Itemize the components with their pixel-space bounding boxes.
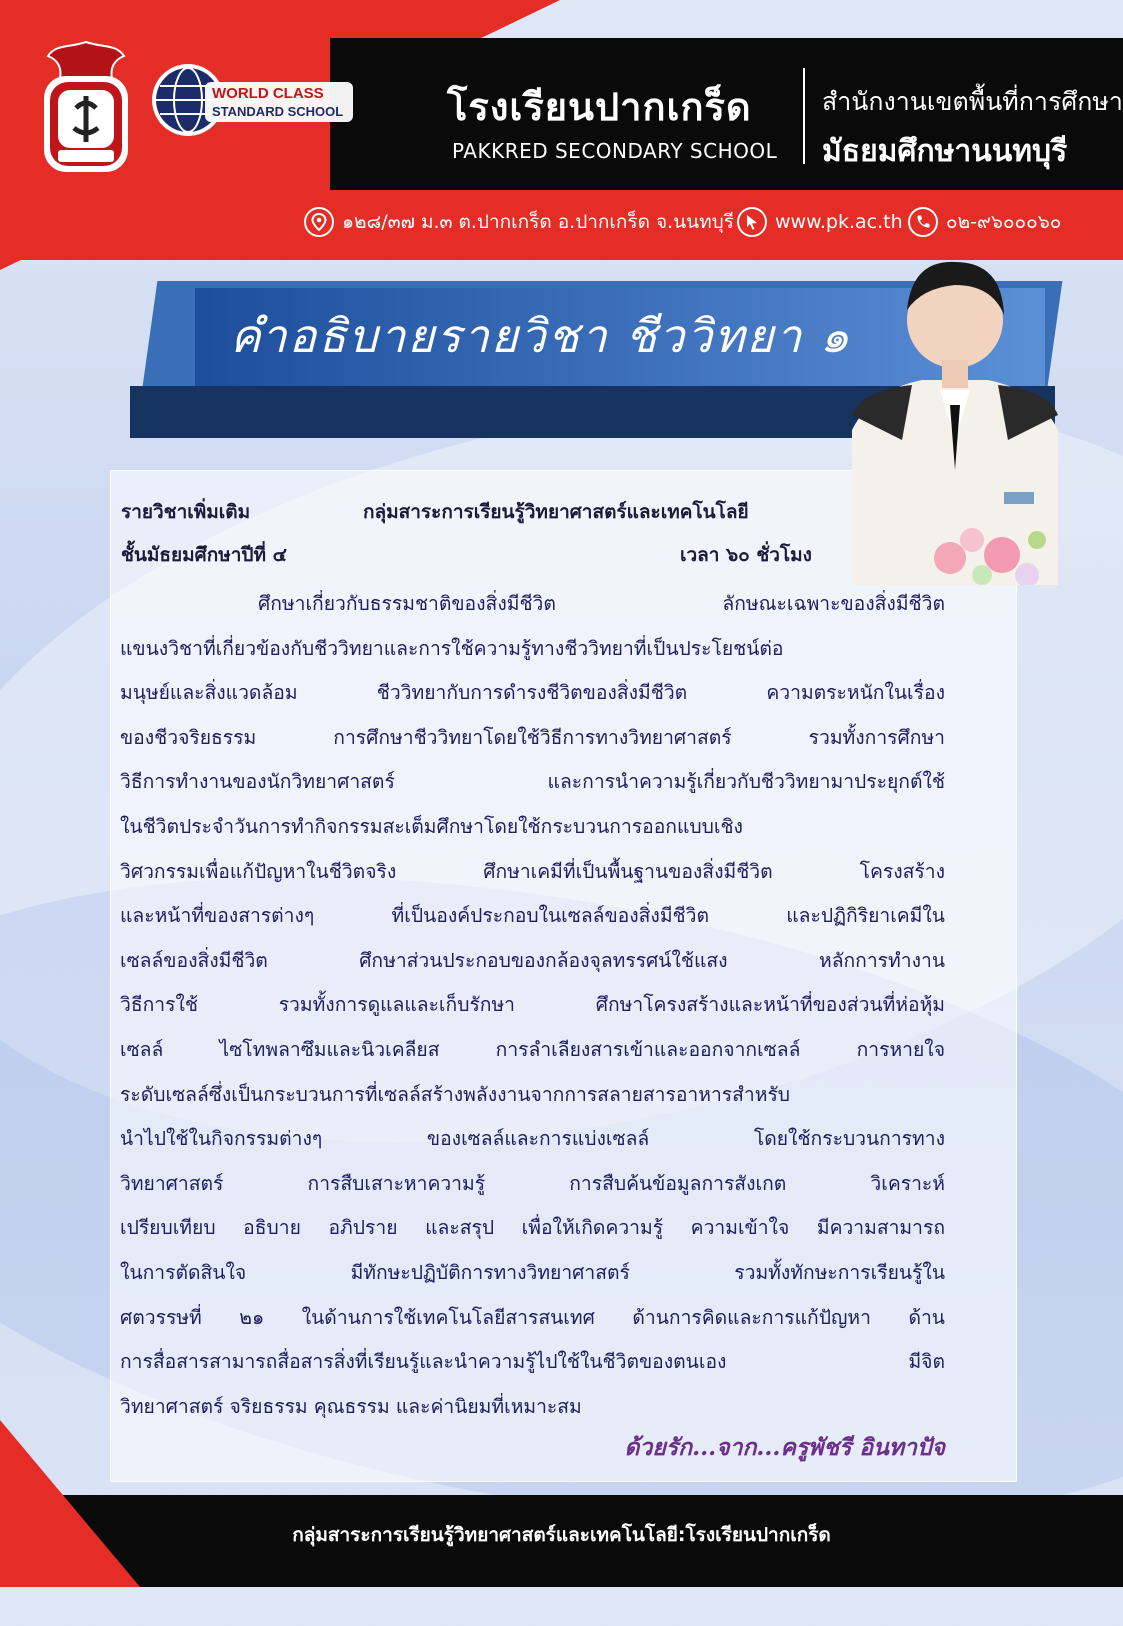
description-line: วิทยาศาสตร์ การสืบเสาะหาความรู้ การสืบค้นข้อมูลการสังเกต วิเคราะห์ [120,1171,945,1195]
website-link[interactable]: www.pk.ac.th [775,211,903,233]
cursor-icon [737,207,767,237]
description-line: วิธีการทำงานของนักวิทยาศาสตร์ และการนำความรู้เกี่ยวกับชีววิทยามาประยุกต์ใช้ [120,770,945,794]
description-line: วิทยาศาสตร์ จริยธรรม คุณธรรม และค่านิยมที่เหมาะสม [120,1394,582,1418]
description-line: ศตวรรษที่ ๒๑ ในด้านการใช้เทคโนโลยีสารสนเทศ ด้านการคิดและการแก้ปัญหา ด้าน [120,1305,945,1329]
school-seal-logo [38,38,134,176]
phone-text: ๐๒-๙๖๐๐๐๖๐ [946,211,1062,233]
course-type: รายวิชาเพิ่มเติม [121,501,251,523]
description-line: ในการตัดสินใจ มีทักษะปฏิบัติการทางวิทยาศาสตร์ รวมทั้งทักษะการเรียนรู้ใน [120,1260,945,1284]
description-line: และหน้าที่ของสารต่างๆ ที่เป็นองค์ประกอบในเซลล์ของสิ่งมีชีวิต และปฏิกิริยาเคมีใน [120,904,945,928]
description-line: เปรียบเทียบ อธิบาย อภิปราย และสรุป เพื่อให้เกิดความรู้ ความเข้าใจ มีความสามารถ [120,1216,945,1240]
contact-website[interactable] [737,205,903,239]
teacher-signature: ด้วยรัก...จาก...ครูพัชรี อินทาปัจ [624,1434,945,1461]
description-line: เซลล์ของสิ่งมีชีวิต ศึกษาส่วนประกอบของกล้องจุลทรรศน์ใช้แสง หลักการทำงาน [120,948,945,972]
footer-text: กลุ่มสาระการเรียนรู้วิทยาศาสตร์และเทคโนโลยี:โรงเรียนปากเกร็ด [292,1524,831,1546]
description-line: นำไปใช้ในกิจกรรมต่างๆ ของเซลล์และการแบ่งเซลล์ โดยใช้กระบวนการทาง [120,1127,945,1151]
logo-world-class-text: WORLD CLASS [212,85,324,102]
office-line-2: มัธยมศึกษานนทบุรี [822,134,1068,169]
page-title: คำอธิบายรายวิชา ชีววิทยา ๑ [230,309,852,363]
world-class-standard-logo [150,60,355,140]
description-line: ในชีวิตประจำวันการทำกิจกรรมสะเต็มศึกษาโดยใช้กระบวนการออกแบบเชิง [120,814,743,838]
course-department: กลุ่มสาระการเรียนรู้วิทยาศาสตร์และเทคโนโลยี [363,501,749,523]
address-text: ๑๒๘/๓๗ ม.๓ ต.ปากเกร็ด อ.ปากเกร็ด จ.นนทบุรี [342,211,734,233]
location-pin-icon [304,207,334,237]
office-line-1: สำนักงานเขตพื้นที่การศึกษา [822,87,1123,116]
description-line: ศึกษาเกี่ยวกับธรรมชาติของสิ่งมีชีวิต ลักษณะเฉพาะของสิ่งมีชีวิต [258,592,945,615]
description-line: มนุษย์และสิ่งแวดล้อม ชีววิทยากับการดำรงชีวิตของสิ่งมีชีวิต ความตระหนักในเรื่อง [120,681,945,705]
contact-phone [908,205,1061,239]
description-line: การสื่อสารสามารถสื่อสารสิ่งที่เรียนรู้และนำความรู้ไปใช้ในชีวิตของตนเอง มีจิต [120,1350,945,1374]
course-hours: เวลา ๖๐ ชั่วโมง [680,544,812,566]
description-line: วิธีการใช้ รวมทั้งการดูแลและเก็บรักษา ศึกษาโครงสร้างและหน้าที่ของส่วนที่ห่อหุ้ม [120,993,945,1017]
footer-red-wedge [0,1420,140,1587]
course-level: ชั้นมัธยมศึกษาปีที่ ๔ [121,544,287,566]
school-name-thai: โรงเรียนปากเกร็ด [447,85,752,129]
description-line: ของชีวจริยธรรม การศึกษาชีววิทยาโดยใช้วิธีการทางวิทยาศาสตร์ รวมทั้งการศึกษา [120,725,945,749]
teacher-portrait [852,240,1058,585]
description-line: แขนงวิชาที่เกี่ยวข้องกับชีววิทยาและการใช้ความรู้ทางชีววิทยาที่เป็นประโยชน์ต่อ [120,636,784,660]
contact-address [304,205,734,239]
description-line: วิศวกรรมเพื่อแก้ปัญหาในชีวิตจริง ศึกษาเคมีที่เป็นพื้นฐานของสิ่งมีชีวิต โครงสร้าง [120,859,945,883]
description-line: เซลล์ ไซโทพลาซึมและนิวเคลียส การลำเลียงสารเข้าและออกจากเซลล์ การหายใจ [120,1037,945,1061]
header-divider [803,68,805,164]
school-name-english: PAKKRED SECONDARY SCHOOL [452,139,778,163]
course-description [120,582,945,1429]
description-line: ระดับเซลล์ซึ่งเป็นกระบวนการที่เซลล์สร้างพลังงานจากการสลายสารอาหารสำหรับ [120,1082,791,1106]
phone-icon [908,207,938,237]
logo-standard-school-text: STANDARD SCHOOL [212,104,344,119]
